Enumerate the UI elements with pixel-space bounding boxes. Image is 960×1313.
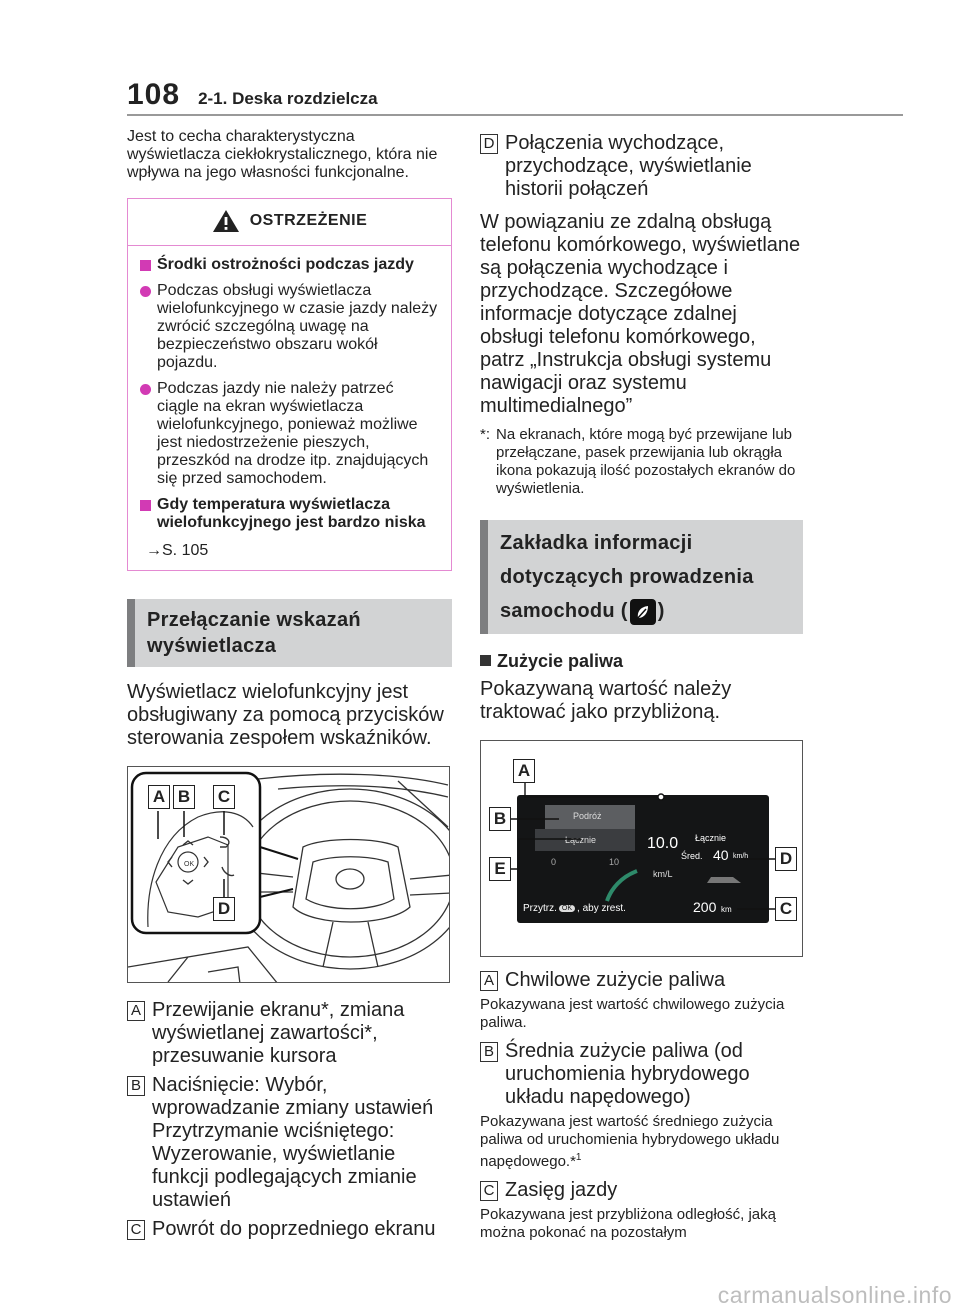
svg-text:OK: OK: [184, 861, 195, 868]
legend-item-b: B Naciśnięcie: Wybór, wprowadzanie zmiany ustawień Przytrzymanie wciśniętego: Wyzerowanie, wyświetlanie funkcji podlegających zmianie ustawień: [127, 1074, 452, 1212]
total-label: Łącznie: [565, 835, 597, 845]
legend-item-a: A Przewijanie ekranu*, zmiana wyświetlanej zawartości*, przesuwanie kursora: [127, 999, 452, 1068]
page-header: [127, 78, 378, 112]
letter-badge: B: [127, 1076, 145, 1096]
dot-bullet-icon: [140, 286, 151, 297]
letter-badge: C: [127, 1220, 145, 1240]
warning-subheading: Środki ostrożności podczas jazdy: [140, 256, 439, 274]
body-paragraph: Pokazywaną wartość należy traktować jako przybliżoną.: [480, 678, 732, 723]
warning-box: [127, 198, 452, 571]
page-reference: →S. 105: [146, 542, 209, 559]
warning-subheading: Gdy temperatura wyświetlacza wielofunkcyjnego jest bardzo niska: [140, 496, 439, 532]
scale-tick: 10: [609, 857, 620, 867]
legend-item-b: B Średnia zużycie paliwa (od uruchomienia hybrydowego układu napędowego): [480, 1040, 803, 1109]
figure-label: C: [775, 897, 797, 921]
left-column: [127, 128, 452, 1241]
square-bullet-icon: [140, 500, 151, 511]
fuel-display-figure: [480, 740, 803, 957]
legend-item-c: C Zasięg jazdy: [480, 1179, 803, 1202]
figure-label: A: [513, 759, 535, 783]
letter-badge: C: [480, 1181, 498, 1201]
legend-description: Pokazywana jest wartość chwilowego zużycia paliwa.: [480, 996, 785, 1031]
warning-item: Podczas jazdy nie należy patrzeć ciągle na ekran wyświetlacza wielofunkcyjnego, ponieważ możliwe jest niedostrzeżenie pieszych, przeszkód na drodze itp. znajdujących się przed samochodem.: [140, 380, 439, 488]
body-paragraph: Wyświetlacz wielofunkcyjny jest obsługiwany za pomocą przycisków sterowania zespołem wskaźników.: [127, 681, 444, 749]
warning-title: OSTRZEŻENIE: [249, 212, 368, 229]
fuel-unit: km/L: [653, 869, 673, 879]
steering-wheel-figure: [127, 766, 450, 983]
figure-label: B: [489, 807, 511, 831]
right-column: [480, 128, 803, 1242]
warning-triangle-icon: [212, 209, 240, 233]
figure-label: E: [489, 857, 511, 881]
letter-badge: A: [480, 971, 498, 991]
avg-speed-unit: km/h: [733, 853, 749, 860]
footnote: *: Na ekranach, które mogą być przewijane lub przełączane, pasek przewijania lub okrągła ikona pokazują ilość pozostałych ekranów do wyświetlenia.: [480, 426, 796, 497]
figure-label: D: [213, 897, 235, 921]
section-heading: Zakładka informacji dotyczących prowadzenia samochodu ( ): [480, 520, 803, 634]
range-unit: km: [721, 905, 732, 914]
range-value: 200: [693, 899, 717, 915]
scale-tick: 0: [551, 857, 557, 867]
hint-text: Przytrz. OK , aby zrest.: [523, 903, 626, 914]
warning-item: Podczas obsługi wyświetlacza wielofunkcyjnego w czasie jazdy należy zwrócić szczególną uwagę na bezpieczeństwo obszaru wokół pojazdu.: [140, 282, 439, 372]
ok-icon: OK: [559, 905, 575, 912]
square-bullet-icon: [480, 655, 491, 666]
watermark: carmanualsonline.info: [717, 1282, 952, 1308]
fuel-value: 10.0: [647, 835, 679, 852]
letter-badge: D: [480, 134, 498, 154]
intro-text: Jest to cecha charakterystyczna wyświetlacza ciekłokrystalicznego, która nie wpływa na jego własności funkcjonalne.: [127, 128, 438, 181]
figure-label: D: [775, 847, 797, 871]
figure-label: A: [148, 785, 170, 809]
header-divider: [127, 114, 903, 116]
driving-info-tab-icon: [630, 599, 656, 625]
figure-label: B: [173, 785, 195, 809]
figure-label: C: [213, 785, 235, 809]
letter-badge: A: [127, 1001, 145, 1021]
legend-item-a: A Chwilowe zużycie paliwa: [480, 969, 803, 992]
letter-badge: B: [480, 1042, 498, 1062]
legend-item-c: C Powrót do poprzedniego ekranu: [127, 1218, 452, 1241]
avg-label: Łącznie: [695, 833, 727, 843]
trip-label: Podróż: [573, 811, 602, 821]
avg-speed-value: 40: [713, 847, 729, 863]
avg-speed-label: Śred.: [681, 851, 703, 861]
warning-header: [128, 199, 451, 246]
section-title: 2-1. Deska rozdzielcza: [198, 89, 378, 108]
dot-bullet-icon: [140, 384, 151, 395]
legend-description: Pokazywana jest przybliżona odległość, jaką można pokonać na pozostałym: [480, 1206, 776, 1241]
subheading: Zużycie paliwa: [480, 650, 803, 672]
page-number: 108: [127, 78, 181, 111]
body-paragraph: W powiązaniu ze zdalną obsługą telefonu komórkowego, wyświetlane są połączenia wychodzące i przychodzące. Szczegółowe informacje dotyczące zdalnej obsługi telefonu komórkowego, patrz „Instrukcja obsługi systemu nawigacji oraz systemu multimedialnego”: [480, 211, 801, 417]
legend-item-d: D Połączenia wychodzące, przychodzące, wyświetlanie historii połączeń: [480, 132, 803, 201]
section-heading: Przełączanie wskazań wyświetlacza: [127, 599, 452, 667]
square-bullet-icon: [140, 260, 151, 271]
legend-description: Pokazywana jest wartość średniego zużycia paliwa od uruchomienia hybrydowego układu napędowego.*$^1$: [480, 1113, 780, 1170]
